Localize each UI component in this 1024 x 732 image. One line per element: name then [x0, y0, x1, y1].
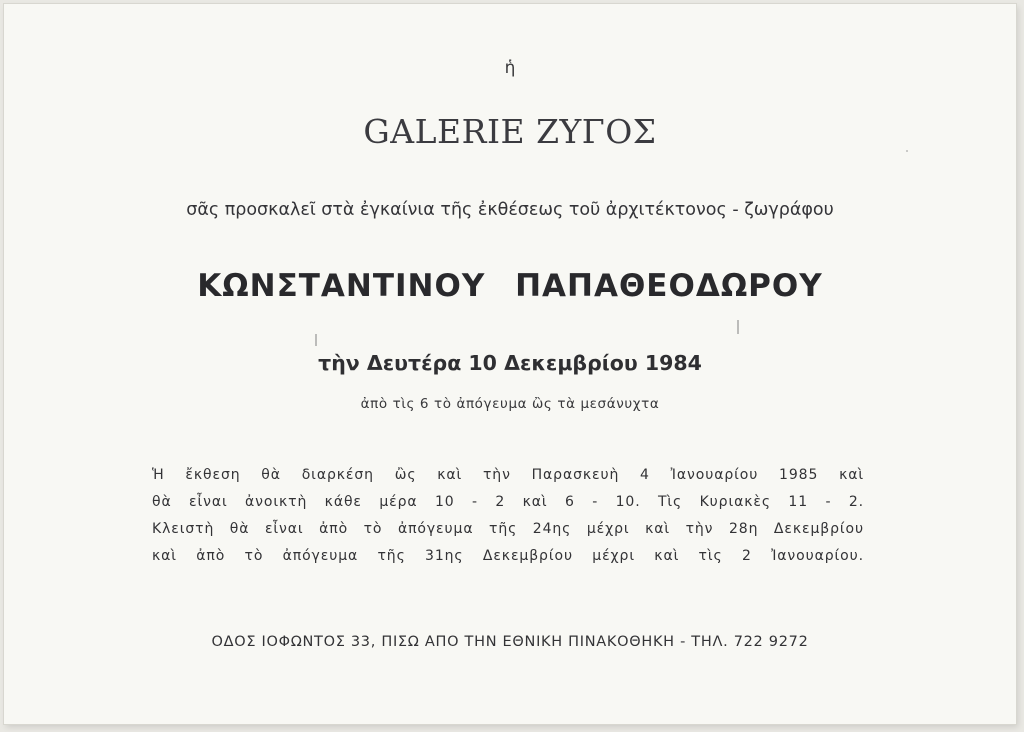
paper-slit-right — [737, 320, 739, 334]
opening-date: τὴν Δευτέρα 10 Δεκεμβρίου 1984 — [318, 351, 702, 375]
invitation-card — [4, 4, 1016, 724]
paper-speck — [906, 150, 908, 152]
note-line-1: Ἡ ἔκθεση θὰ διαρκέση ὢς καὶ τὴν Παρασκευὴ 4 Ἰανουαρίου 1985 καὶ — [152, 467, 864, 483]
note-line-4: καὶ ἀπὸ τὸ ἀπόγευμα τῆς 31ης Δεκεμβρίου μέχρι καὶ τὶς 2 Ἰανουαρίου. — [152, 548, 864, 564]
note-line-3: Κλειστὴ θὰ εἶναι ἀπὸ τὸ ἀπόγευμα τῆς 24ης μέχρι καὶ τὴν 28η Δεκεμβρίου — [152, 521, 864, 537]
gallery-name: GALERIE ΖΥΓΟΣ — [363, 112, 657, 151]
opening-hours: ἀπὸ τὶς 6 τὸ ἀπόγευμα ὢς τὰ μεσάνυχτα — [360, 396, 660, 412]
paper-slit-left — [315, 334, 317, 346]
invitation-text: σᾶς προσκαλεῖ στὰ ἐγκαίνια τῆς ἐκθέσεως τοῦ ἀρχιτέκτονος - ζωγράφου — [186, 200, 834, 220]
note-line-2: θὰ εἶναι ἀνοικτὴ κάθε μέρα 10 - 2 καὶ 6 - 10. Τὶς Κυριακὲς 11 - 2. — [152, 494, 864, 510]
exhibition-notes — [152, 462, 864, 570]
gallery-address: ΟΔΟΣ ΙΟΦΩΝΤΟΣ 33, ΠΙΣΩ ΑΠΟ ΤΗΝ ΕΘΝΙΚΗ ΠΙΝΑΚΟΘΗΚΗ - ΤΗΛ. 722 9272 — [211, 634, 809, 650]
article-text: ἡ — [504, 58, 516, 78]
artist-name: ΚΩΝΣΤΑΝΤΙΝΟΥ ΠΑΠΑΘΕΟΔΩΡΟΥ — [197, 268, 823, 304]
